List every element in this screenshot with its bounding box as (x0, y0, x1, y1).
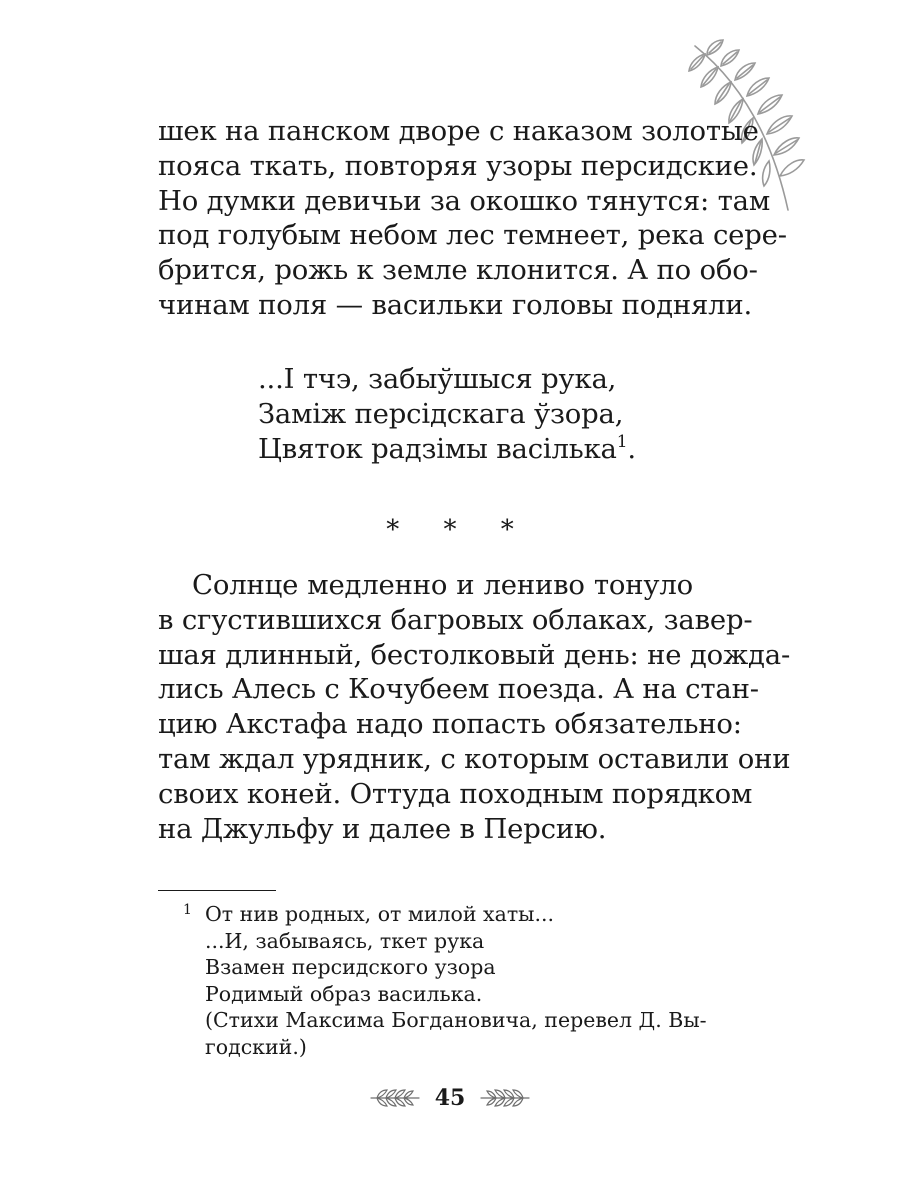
footnote-line: ...И, забываясь, ткет рука (205, 928, 485, 953)
text-line: цию Акстафа надо попасть обязательно: (158, 708, 742, 741)
text-line: на Джульфу и далее в Персию. (158, 812, 607, 845)
text-line: шек на панском дворе с наказом золотые (158, 115, 759, 147)
poem-line-last (258, 432, 636, 467)
text-line: Солнце медленно и лениво тонуло (192, 569, 693, 601)
text-line: Но думки девичьи за окошко тянутся: там (158, 184, 771, 217)
text-line: там ждал урядник, с которым оставили они (158, 742, 791, 775)
leaf-left-icon (369, 1087, 421, 1109)
text-line: в сгустившихся багровых облаках, завер- (158, 603, 753, 636)
footnote-line: Взамен персидского узора (205, 955, 496, 979)
footnote-divider (158, 890, 276, 891)
text-line: пояса ткать, повторяя узоры персидские. (158, 149, 758, 182)
poem-line: Заміж персідскага ўзора, (258, 397, 624, 430)
footnote-line: От нив родных, от милой хаты... (205, 902, 555, 926)
poem-quote (258, 362, 636, 466)
poem-end-punct: . (627, 432, 636, 465)
page-number: 45 (434, 1085, 466, 1111)
leaf-right-icon (479, 1087, 531, 1109)
footnote-line: (Стихи Максима Богдановича, перевел Д. Вы- (205, 1008, 707, 1032)
text-line: чинам поля — васильки головы подняли. (158, 288, 753, 321)
text-line: брится, рожь к земле клонится. А по обо- (158, 254, 758, 287)
footnote (183, 901, 707, 1060)
paragraph-1 (158, 114, 787, 323)
footnote-line: годский.) (205, 1034, 307, 1059)
text-line: лись Алесь с Кочубеем поезда. А на стан- (158, 673, 759, 706)
footnote-line: Родимый образ василька. (205, 981, 483, 1006)
footnote-reference[interactable]: 1 (616, 431, 628, 452)
paragraph-2 (158, 568, 791, 846)
text-line: под голубым небом лес темнеет, река сере- (158, 219, 787, 252)
footnote-marker: 1 (183, 902, 192, 918)
page-footer (0, 1080, 900, 1116)
text-line: шая длинный, бестолковый день: не дожда- (158, 638, 791, 671)
section-break-asterism: * * * (386, 515, 532, 545)
poem-line: ...І тчэ, забыўшыся рука, (258, 363, 617, 395)
poem-line-text: Цвяток радзімы васілька (258, 432, 617, 465)
text-line: своих коней. Оттуда походным порядком (158, 777, 753, 810)
